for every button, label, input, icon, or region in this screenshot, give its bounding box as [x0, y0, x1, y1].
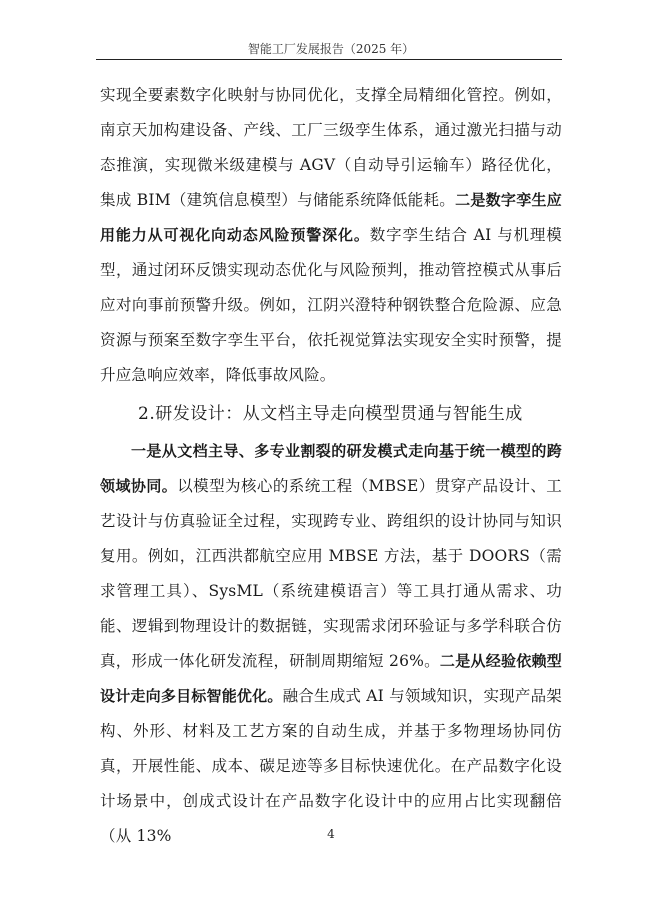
paragraph-text: 以模型为核心的系统工程（MBSE）贯穿产品设计、工艺设计与仿真验证全过程，实现跨专业、跨组织的设计协同与知识复用。例如，江西洪都航空应用 MBSE 方法，基于 DOORS（需求管理工具）、SysML（系统建模语言）等工具打通从需求、功能、逻辑到物理设计的数据链，实现需求闭环验证与多学科联合仿真，形成一体化研发流程，研制周期缩短 26%。	[100, 477, 562, 670]
paragraph-digital-twin	[100, 78, 562, 393]
page-number: 4	[327, 827, 335, 841]
bold-lead-sentence: 二是从经验依赖型设计走向多目标智能优化。	[100, 652, 562, 705]
header-rule	[96, 59, 562, 60]
paragraph-rd-design	[100, 434, 562, 854]
bold-lead-sentence: 一是从文档主导、多专业割裂的研发模式走向基于统一模型的跨领域协同。	[100, 442, 562, 495]
paragraph-text: 数字孪生结合 AI 与机理模型，通过闭环反馈实现动态优化与风险预判，推动管控模式从事后应对向事前预警升级。例如，江阴兴澄特种钢铁整合危险源、应急资源与预案至数字孪生平台，依托视觉算法实现安全实时预警，提升应急响应效率，降低事故风险。	[100, 226, 562, 384]
section-heading: 2.研发设计：从文档主导走向模型贯通与智能生成	[138, 404, 523, 424]
bold-lead-sentence: 二是数字孪生应用能力从可视化向动态风险预警深化。	[100, 191, 562, 244]
running-header: 智能工厂发展报告（2025 年）	[247, 42, 415, 56]
paragraph-text: 实现全要素数字化映射与协同优化，支撑全局精细化管控。例如，南京天加构建设备、产线、工厂三级孪生体系，通过激光扫描与动态推演，实现微米级建模与 AGV（自动导引运输车）路径优化，集成 BIM（建筑信息模型）与储能系统降低能耗。	[100, 86, 562, 209]
body-text	[100, 78, 562, 854]
paragraph-text: 融合生成式 AI 与领域知识，实现产品架构、外形、材料及工艺方案的自动生成，并基于多物理场协同仿真，开展性能、成本、碳足迹等多目标快速优化。在产品数字化设计场景中，创成式设计在产品数字化设计中的应用占比实现翻倍（从 13%	[100, 687, 562, 845]
